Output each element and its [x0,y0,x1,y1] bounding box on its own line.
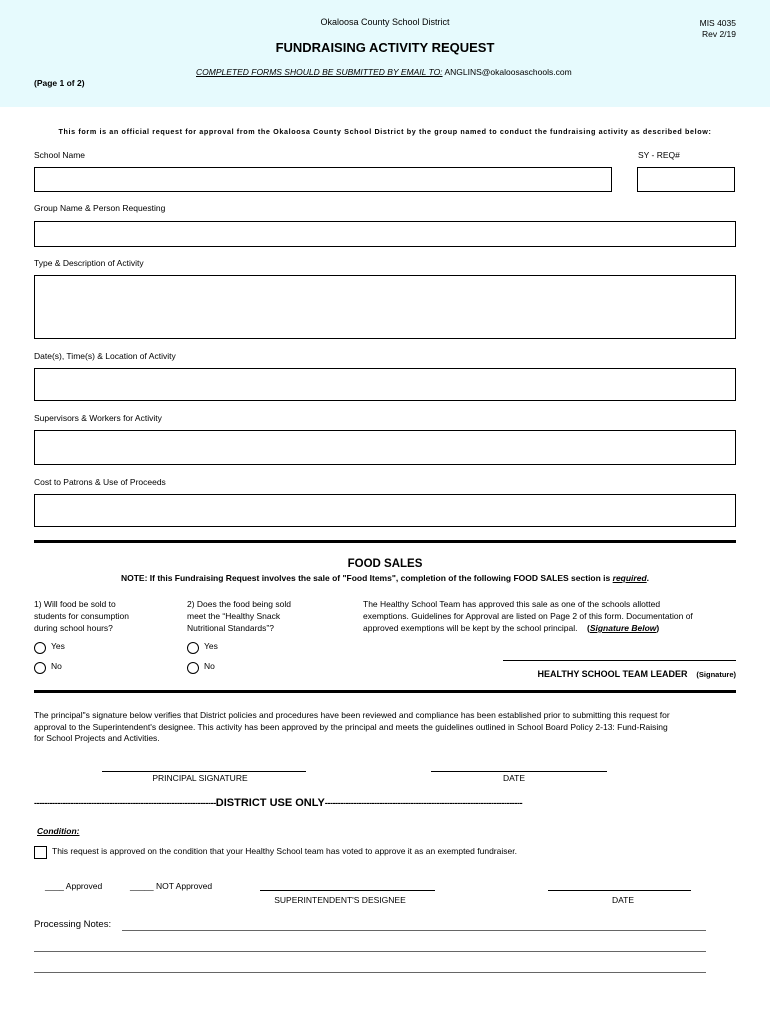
not-approved-option[interactable]: _____ NOT Approved [130,881,213,891]
q1-yes-radio[interactable] [34,642,46,654]
approved-option[interactable]: ____ Approved [45,881,103,891]
team-leader-signature-line[interactable] [503,660,736,661]
team-leader-label [503,664,736,682]
supervisors-label: Supervisors & Workers for Activity [34,413,162,423]
district-use-banner [34,797,736,809]
question-2-line: Nutritional Standards”? [187,623,274,633]
dates-location-field[interactable] [34,368,736,401]
principal-statement-line: The principal"s signature below verifies that District policies and procedures have been reviewed and compliance has been established prior to submitting this request for [34,710,670,720]
district-use-label: DISTRICT USE ONLY [215,797,325,809]
question-1-line: during school hours? [34,623,113,633]
q2-yes-radio[interactable] [187,642,199,654]
type-description-label: Type & Description of Activity [34,258,144,268]
principal-statement-line: approval to the Superintendent's designee. This activity has been approved by the principal and meets the guidelines outlined in School Board Policy 2-13: Fund-Raising [34,721,668,732]
supervisors-field[interactable] [34,430,736,465]
sy-req-field[interactable] [637,167,735,192]
team-approval-line-text: approved exemptions will be kept by the school principal. [363,623,578,633]
q1-no-radio[interactable] [34,662,46,674]
q1-yes-label: Yes [51,641,65,651]
type-description-field[interactable] [34,275,736,339]
district-use-dashes: ---------------------------------------------------------------------------- [324,798,523,808]
designee-signature-line[interactable] [260,890,435,891]
q2-no-radio[interactable] [187,662,199,674]
principal-signature-label: PRINCIPAL SIGNATURE [152,773,248,783]
principal-date-line[interactable] [431,771,607,772]
principal-statement-line: for School Projects and Activities. [34,733,160,743]
dates-location-label: Date(s), Time(s) & Location of Activity [34,351,176,361]
q2-no-label: No [204,661,215,671]
food-sales-note-end: . [646,573,650,583]
school-name-label: School Name [34,150,86,160]
submit-note: COMPLETED FORMS SHOULD BE SUBMITTED BY EMAIL TO: [196,67,443,77]
question-2-line: 2) Does the food being sold [187,599,291,609]
team-approval-line: The Healthy School Team has approved this sale as one of the schools allotted [363,599,661,609]
sy-req-label: SY - REQ# [638,150,680,160]
intro-statement: This form is an official request for approval from the Okaloosa County School District by the group named to conduct the fundraising activity as described below: [58,127,712,136]
condition-label: Condition: [37,826,80,836]
group-name-label: Group Name & Person Requesting [34,203,166,213]
team-approval-line: exemptions. Guidelines for Approval are listed on Page 2 of this form. Documentation of [363,611,693,621]
processing-notes-label: Processing Notes: [34,919,112,930]
group-name-field[interactable] [34,221,736,247]
school-name-field[interactable] [34,167,612,192]
processing-notes-line[interactable] [34,951,706,952]
submit-instructions [196,67,572,77]
q2-yes-label: Yes [204,641,218,651]
page-indicator: (Page 1 of 2) [34,78,85,88]
q1-no-label: No [51,661,62,671]
submit-email[interactable]: ANGLINS@okaloosaschools.com [444,67,572,77]
question-1-line: 1) Will food be sold to [34,599,116,609]
designee-label: SUPERINTENDENT'S DESIGNEE [274,895,406,905]
designee-date-label: DATE [611,895,635,905]
principal-statement [34,710,740,745]
cost-field[interactable] [34,494,736,527]
food-sales-title: FOOD SALES [347,558,423,570]
question-1 [34,598,129,634]
food-sales-required: required [612,573,647,583]
team-approval-text [363,598,693,634]
condition-checkbox[interactable] [34,846,47,859]
sig-below-note: Signature Below [589,623,657,633]
sig-below-close: ) [656,623,660,633]
team-leader-title: HEALTHY SCHOOL TEAM LEADER [537,669,688,679]
district-name: Okaloosa County School District [320,17,450,27]
section-divider [34,540,736,543]
section-divider [34,690,736,693]
sig-below-open: ( [586,623,590,633]
question-2-line: meet the “Healthy Snack [187,611,281,621]
processing-notes-line[interactable] [34,972,706,973]
district-use-dashes: ---------------------------------------------------------------------- [34,798,216,808]
form-revision: Rev 2/19 [701,29,736,39]
form-title: FUNDRAISING ACTIVITY REQUEST [275,40,495,55]
processing-notes-line[interactable] [122,930,706,931]
cost-label: Cost to Patrons & Use of Proceeds [34,477,166,487]
principal-signature-line[interactable] [102,771,306,772]
question-2 [187,598,291,634]
principal-date-label: DATE [502,773,526,783]
condition-text: This request is approved on the condition that your Healthy School team has voted to approve it as an exempted fundraiser. [52,846,517,856]
form-number: MIS 4035 [699,18,736,28]
question-1-line: students for consumption [34,611,129,621]
designee-date-line[interactable] [548,890,691,891]
food-sales-note [34,573,736,583]
food-sales-note-text: NOTE: If this Fundraising Request involves the sale of "Food Items", completion of the following FOOD SALES section is [120,573,613,583]
team-approval-line [363,622,693,634]
team-leader-signature: (Signature) [696,670,736,679]
